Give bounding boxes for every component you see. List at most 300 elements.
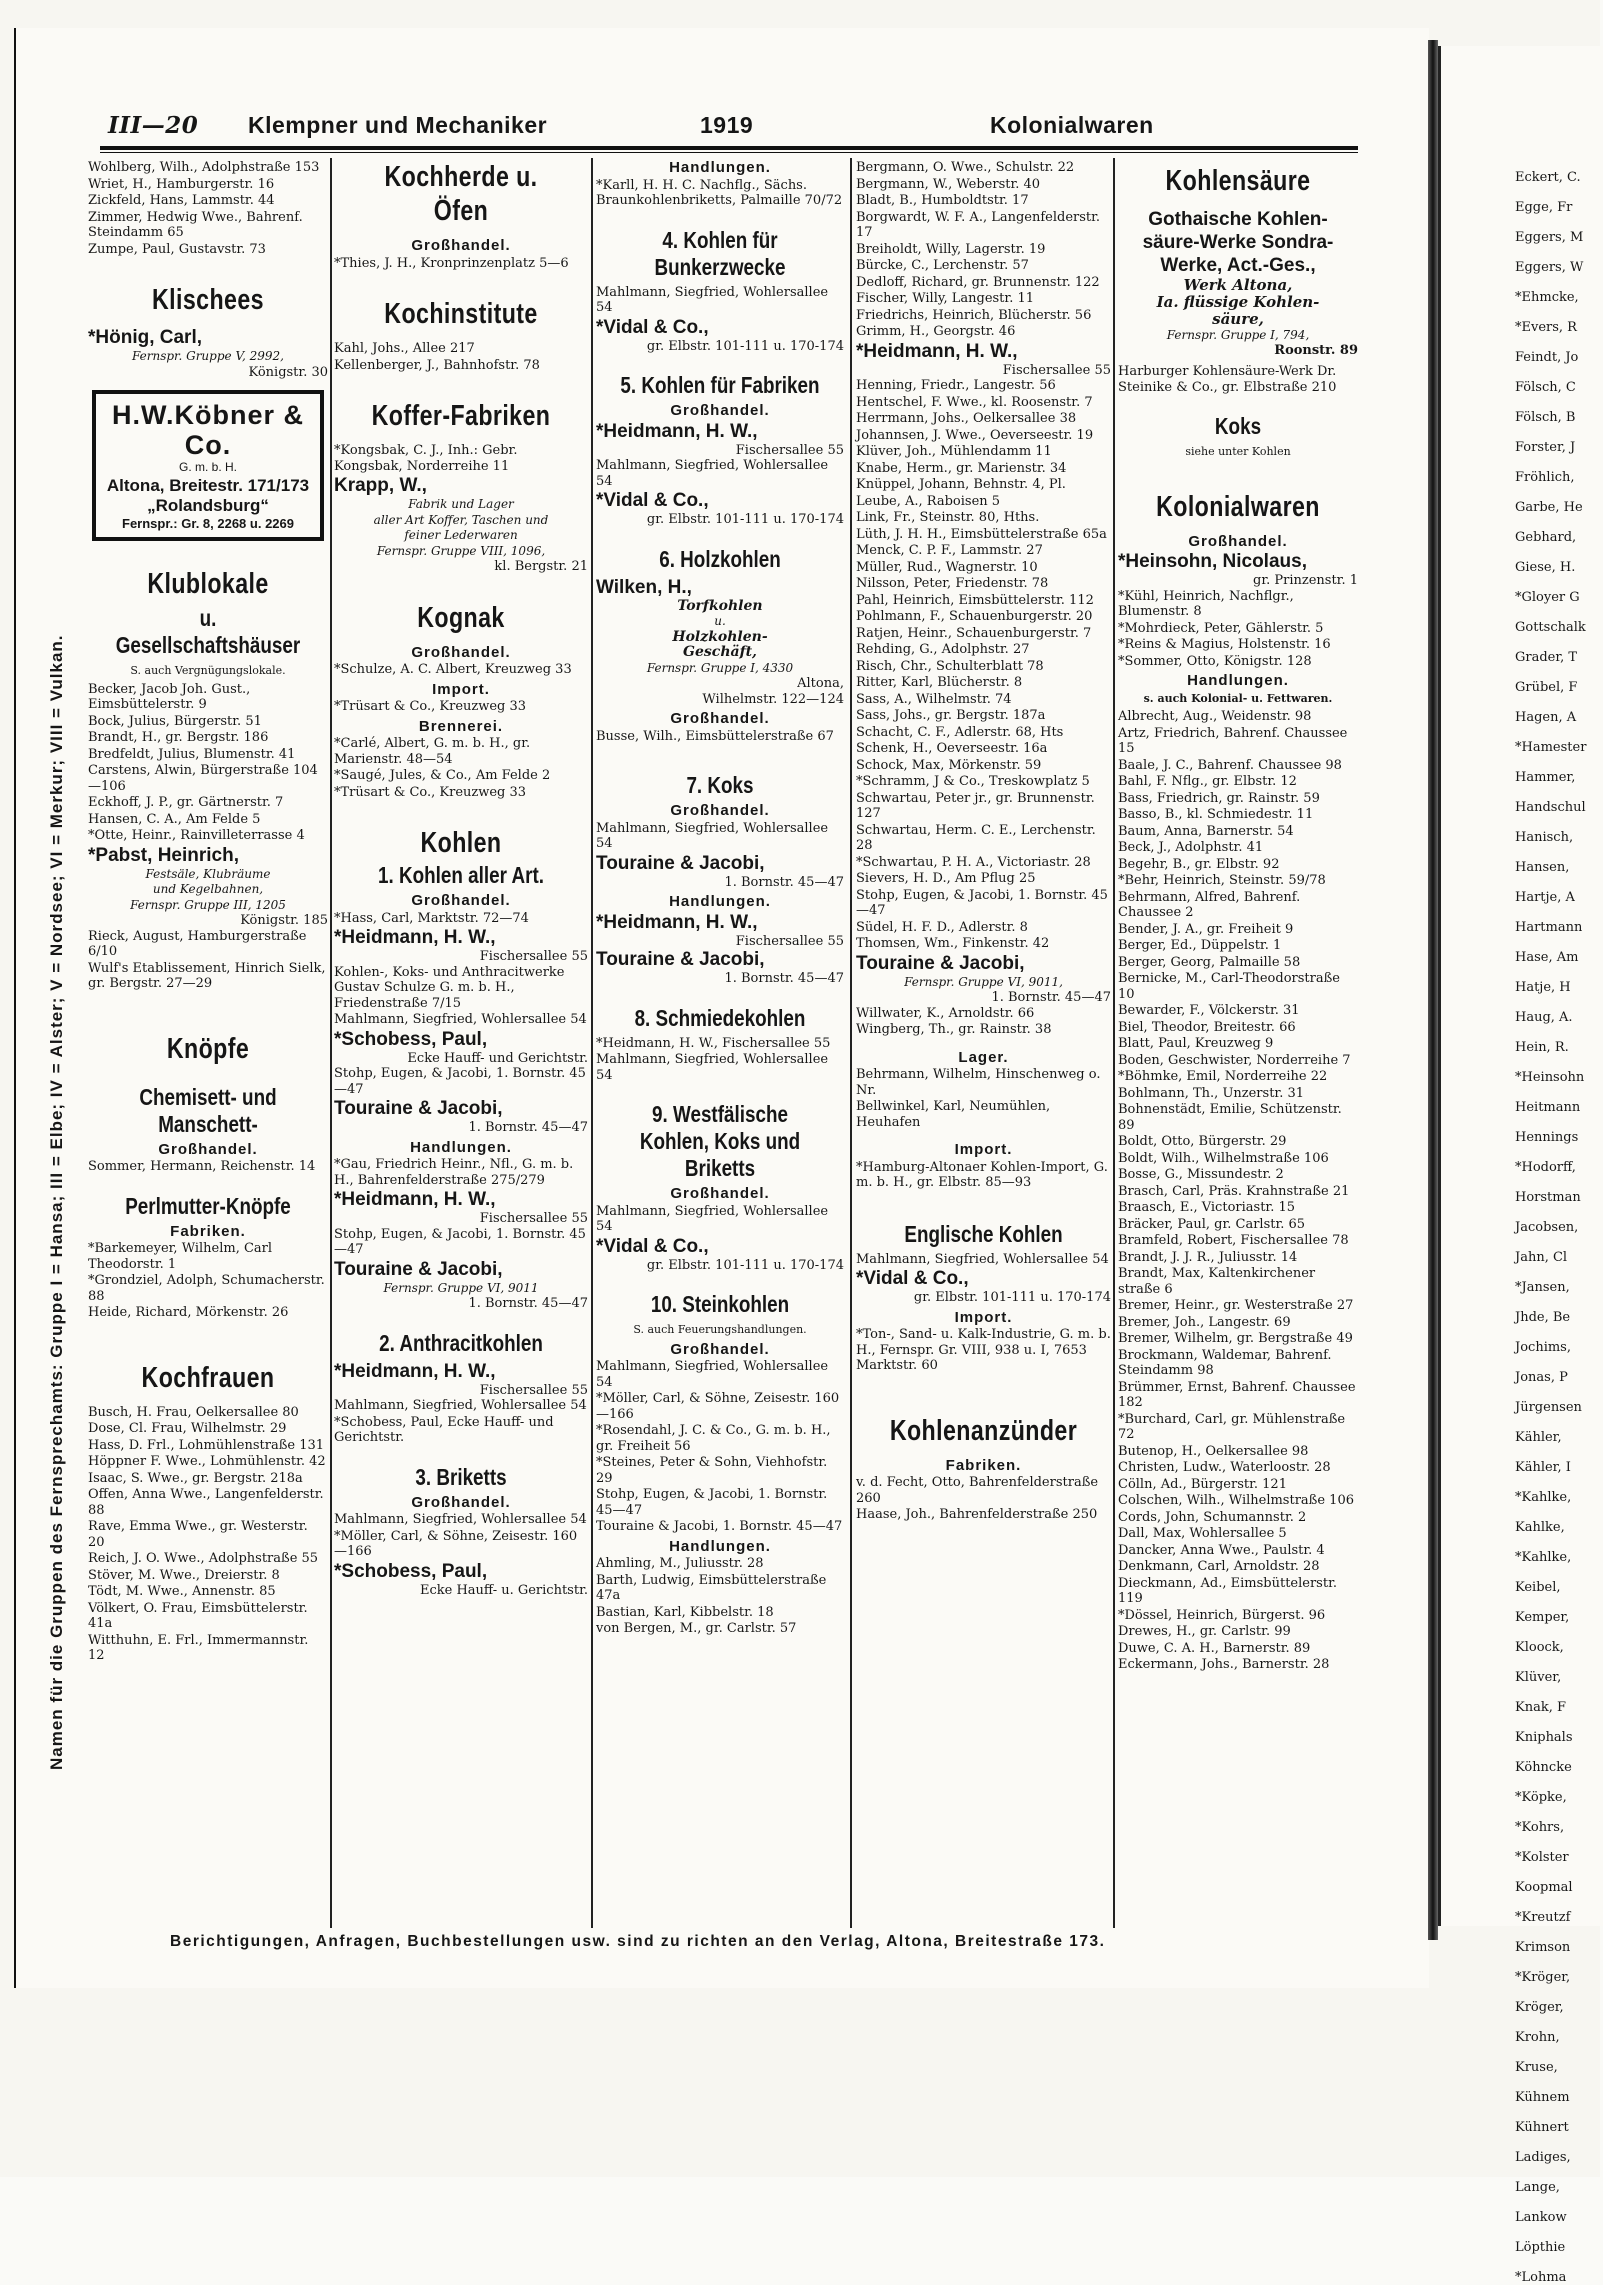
list-entry: Hase, Am [1515,950,1579,965]
list-entry: Wriet, H., Hamburgerstr. 16 [88,176,275,192]
entry-address: Fischersallee 55 [479,1211,588,1226]
list-entry: Bewarder, F., Völckerstr. 31 [1118,1003,1300,1018]
entry-name: *Vidal & Co., [596,490,709,511]
list-entry: Bosse, G., Missundestr. 2 [1118,1167,1284,1182]
entry-line: Fernspr. Gruppe VI, 9011 [383,1280,539,1295]
list-entry: Witthuhn, E. Frl., Immermannstr. 12 [88,1632,309,1663]
header-right-title: Kolonialwaren [990,112,1154,138]
entry-line: Altona, [797,676,844,691]
list-entry: Artz, Friedrich, Bahrenf. Chaussee 15 [1118,725,1348,756]
list-entry: Behrmann, Wilhelm, Hinschenweg o. Nr. [856,1067,1101,1098]
list-entry: Zumpe, Paul, Gustavstr. 73 [88,241,266,257]
list-entry: Handschul [1515,800,1586,815]
list-entry: Schenk, H., Oeverseestr. 16a [856,741,1048,756]
list-entry: Bender, J. A., gr. Freiheit 9 [1118,921,1294,937]
list-entry: Cölln, Ad., Bürgerstr. 121 [1118,1476,1287,1492]
list-entry: Biel, Theodor, Breitestr. 66 [1118,1019,1296,1035]
list-entry: *Karll, H. H. C. Nachflg., Sächs. Braunkohlenbriketts, Palmaille 70/72 [596,177,843,208]
list-entry: Brasch, Carl, Präs. Krahnstraße 21 [1118,1183,1350,1199]
list-entry: Krohn, [1515,2030,1560,2045]
list-entry: Mahlmann, Siegfried, Wohlersallee 54 [596,284,829,315]
list-entry: Zickfeld, Hans, Lammstr. 44 [88,193,275,208]
entry-address: 1. Bornstr. 45—47 [468,1296,588,1311]
advert-address: „Rolandsburg“ [147,495,269,515]
sidebar-vertical [40,250,76,1770]
list-entry: Dancker, Anna Wwe., Paulstr. 4 [1118,1542,1325,1558]
list-entry: Sommer, Hermann, Reichenstr. 14 [88,1159,316,1174]
list-entry: Hentschel, F. Wwe., kl. Roosenstr. 7 [856,394,1093,410]
list-entry: *Köpke, [1515,1790,1567,1805]
list-entry: Hatje, H [1515,980,1571,995]
entry-address: 1. Bornstr. 45—47 [724,874,844,890]
list-entry: Heitmann [1515,1100,1581,1115]
list-entry: Boldt, Wilh., Wilhelmstraße 106 [1118,1150,1329,1166]
list-entry: Tödt, M. Wwe., Annenstr. 85 [88,1584,276,1599]
entry-address: 1. Bornstr. 45—47 [991,990,1111,1005]
list-entry: Baum, Anna, Barnerstr. 54 [1118,823,1294,839]
entry-line: Fabrik und Lager [408,497,514,511]
group-label: Großhandel. [411,892,511,909]
list-entry: Knabe, Herm., gr. Marienstr. 34 [856,460,1067,476]
section-note: s. auch Kolonial- u. Fettwaren. [1143,691,1333,705]
list-entry: Eckhoff, J. P., gr. Gärtnerstr. 7 [88,795,284,810]
section-subheading: 7. Koks [686,772,754,798]
column-3 [596,160,844,1930]
right-page-list [1515,170,1600,2285]
list-entry: Hein, R. [1515,1040,1569,1055]
list-entry: Kahl, Johs., Allee 217 [334,341,475,356]
entry-name: *Vidal & Co., [596,316,709,338]
list-entry: Mahlmann, Siegfried, Wohlersallee 54 [596,1052,829,1083]
column-rule [330,158,332,1928]
list-entry: Schwartau, Herm. C. E., Lerchenstr. 28 [856,822,1096,853]
list-entry: Fölsch, B [1515,410,1576,425]
list-entry: *Heinsohn [1515,1070,1585,1085]
entry-line: Fernspr. Gruppe III, 1205 [130,897,286,912]
list-entry: Dedloff, Richard, gr. Brunnenstr. 122 [856,274,1100,290]
list-entry: Reich, J. O. Wwe., Adolphstraße 55 [88,1551,319,1566]
entry-name: Krapp, W., [334,475,427,496]
list-entry: Ladiges, [1515,2150,1571,2165]
list-entry: Köhncke [1515,1760,1572,1775]
list-entry: Zimmer, Hedwig Wwe., Bahrenf. Steindamm 65 [88,209,303,240]
list-entry: Hartmann [1515,920,1583,935]
group-label: Großhandel. [670,402,770,419]
entry-name: *Heidmann, H. W., [334,927,496,948]
section-note: S. auch Vergnügungslokale. [130,664,286,677]
list-entry: *Carlé, Albert, G. m. b. H., gr. Marienstr. 48—54 [334,736,531,767]
list-entry: Duwe, C. A. H., Barnerstr. 89 [1118,1640,1311,1656]
list-entry: Stohp, Eugen, & Jacobi, 1. Bornstr. 45—47 [334,1066,586,1097]
list-entry: Bass, Friedrich, gr. Rainstr. 59 [1118,790,1320,806]
list-entry: *Kreutzf [1515,1910,1571,1925]
list-entry: Mahlmann, Siegfried, Wohlersallee 54 [856,1251,1109,1267]
list-entry: Bohlmann, Th., Unzerstr. 31 [1118,1085,1305,1101]
section-subheading: 5. Kohlen für Fabriken [620,372,820,398]
list-entry: Stöver, M. Wwe., Dreierstr. 8 [88,1567,280,1583]
list-entry: Lange, [1515,2180,1560,2195]
list-entry: Grübel, F [1515,680,1578,695]
list-entry: Völkert, O. Frau, Eimsbüttelerstr. 41a [88,1600,308,1631]
section-heading: Kognak [417,601,505,634]
section-subheading: u. Gesellschaftshäuser [115,605,301,658]
list-entry: Bock, Julius, Bürgerstr. 51 [88,713,262,729]
section-heading: Kolonialwaren [1156,490,1320,523]
group-label: Großhandel. [1188,532,1288,550]
entry-address: Ecke Hauff- u. Gerichtstr. [419,1582,588,1598]
list-entry: Grimm, H., Georgstr. 46 [856,324,1016,339]
list-entry: Heide, Richard, Mörkenstr. 26 [88,1305,289,1320]
list-entry: Wulf's Etablissement, Hinrich Sielk, gr. Bergstr. 27—29 [88,960,326,991]
advert-line: Werke, Act.-Ges., [1160,255,1316,276]
list-entry: Keibel, [1515,1580,1561,1595]
group-label: Import. [954,1308,1013,1326]
section-subheading: 1. Kohlen aller Art. [378,862,544,888]
list-entry: Hammer, [1515,770,1576,785]
list-entry: Fröhlich, [1515,470,1575,485]
advert-address: Altona, Breitestr. 171/173 [106,475,310,495]
entry-name: *Heidmann, H. W., [596,420,758,442]
header-rule-thin [100,152,1358,153]
list-entry: *Möller, Carl, & Söhne, Zeisestr. 160—166 [596,1391,840,1422]
section-subheading: 6. Holzkohlen [659,545,781,572]
list-entry: Knak, F [1515,1700,1566,1715]
group-label: Fabriken. [170,1222,246,1240]
list-entry: Haase, Joh., Bahrenfelderstraße 250 [856,1507,1098,1522]
list-entry: Jhde, Be [1515,1310,1571,1325]
list-entry: Boldt, Otto, Bürgerstr. 29 [1118,1134,1287,1149]
list-entry: Braasch, E., Victoriastr. 15 [1118,1200,1296,1215]
entry-address: kl. Bergstr. 21 [494,559,588,574]
entry-name: *Heidmann, H. W., [334,1189,496,1210]
list-entry: Schwartau, Peter jr., gr. Brunnenstr. 127 [856,790,1095,821]
list-entry: Fischer, Willy, Langestr. 11 [856,291,1034,306]
section-heading: Kochherde u. Öfen [384,161,538,227]
column-2 [334,160,588,1930]
list-entry: *Trüsart & Co., Kreuzweg 33 [334,699,527,714]
entry-line: Holzkohlen- [672,628,768,645]
list-entry: Becker, Jacob Joh. Gust., Eimsbüttelerstr. 9 [88,681,251,712]
entry-address: gr. Elbstr. 101-111 u. 170-174 [646,512,844,527]
entry-address: Königstr. 30 [248,364,328,380]
section-subheading: Koks [1214,413,1262,439]
list-entry: Mahlmann, Siegfried, Wohlersallee 54 [334,1398,587,1413]
entry-name: *Vidal & Co., [856,1268,969,1289]
list-entry: Hanisch, [1515,830,1574,845]
list-entry: Brümmer, Ernst, Bahrenf. Chaussee 182 [1118,1379,1356,1410]
list-entry: *Kühl, Heinrich, Nachflgr., Blumenstr. 8 [1118,588,1294,619]
entry-name: Touraine & Jacobi, [334,1098,503,1119]
list-entry: Jahn, Cl [1515,1250,1568,1265]
list-entry: Wingberg, Th., gr. Rainstr. 38 [856,1022,1052,1037]
group-label: Import. [432,680,490,698]
advert-phone: Fernspr. Gruppe I, 794, [1166,328,1310,342]
section-subheading: 9. Westfälische Kohlen, Koks und Briketts [639,1101,801,1181]
list-entry: *Kahlke, [1515,1490,1572,1505]
list-entry: Herrmann, Johs., Oelkersallee 38 [856,411,1077,426]
list-entry: Kohlen-, Koks- und Anthracitwerke Gustav Schulze G. m. b. H., Friedenstraße 7/15 [334,964,565,1011]
entry-name: *Pabst, Heinrich, [88,844,239,866]
list-entry: Ritter, Karl, Blücherstr. 8 [856,675,1023,690]
list-entry: Mahlmann, Siegfried, Wohlersallee 54 [596,1359,829,1390]
list-entry: Kahlke, [1515,1520,1565,1535]
list-entry: Höppner F. Wwe., Lohmühlenstr. 42 [88,1454,326,1469]
entry-line: Festsäle, Klubräume [145,866,271,881]
list-entry: Bellwinkel, Karl, Neumühlen, Heuhafen [856,1099,1051,1130]
list-entry: *Hass, Carl, Marktstr. 72—74 [334,910,529,926]
list-entry: *Kahlke, [1515,1550,1572,1565]
list-entry: *Ehmcke, [1515,290,1579,305]
list-entry: Giese, H. [1515,560,1576,575]
section-heading: Kochfrauen [141,1361,275,1394]
section-subheading: 8. Schmiedekohlen [634,1004,806,1031]
list-entry: Blatt, Paul, Kreuzweg 9 [1118,1036,1274,1051]
list-entry: Breiholdt, Willy, Lagerstr. 19 [856,241,1046,257]
section-subheading: Englische Kohlen [904,1220,1063,1247]
list-entry: Mahlmann, Siegfried, Wohlersallee 54 [596,820,829,851]
list-entry: Bremer, Wilhelm, gr. Bergstraße 49 [1118,1331,1353,1346]
list-entry: Touraine & Jacobi, 1. Bornstr. 45—47 [596,1519,843,1534]
section-subheading: Chemisett- und Manschett- [139,1083,277,1137]
list-entry: *Behr, Heinrich, Steinstr. 59/78 [1118,873,1326,888]
list-entry: Knüppel, Johann, Behnstr. 4, Pl. [856,477,1066,492]
list-entry: *Barkemeyer, Wilhelm, Carl Theodorstr. 1 [88,1241,273,1272]
section-subheading: 2. Anthracitkohlen [379,1329,543,1356]
entry-line: Fernspr. Gruppe I, 4330 [646,660,794,675]
group-label: Großhandel. [411,643,511,661]
list-entry: Bladt, B., Humboldtstr. 17 [856,193,1029,208]
entry-name: *Hönig, Carl, [88,327,203,348]
list-entry: Löpthie [1515,2240,1566,2255]
list-entry: Harburger Kohlensäure-Werk Dr. Steinike & Co., gr. Elbstraße 210 [1118,364,1337,395]
list-entry: Friedrichs, Heinrich, Blücherstr. 56 [856,307,1092,323]
list-entry: Christen, Ludw., Waterloostr. 28 [1118,1460,1331,1475]
list-entry: Bergmann, O. Wwe., Schulstr. 22 [856,160,1075,175]
entry-address: Fischersallee 55 [479,949,588,964]
advert-line: Gothaische Kohlen- [1148,209,1328,230]
list-entry: Bredfeldt, Julius, Blumenstr. 41 [88,746,296,762]
list-entry: Egge, Fr [1515,200,1573,215]
page-footer: Berichtigungen, Anfragen, Buchbestellungen usw. sind zu richten an den Verlag, Altona, Breitestraße 173. [170,1933,1106,1950]
header-rule [100,146,1358,150]
list-entry: Hagen, A [1515,710,1577,725]
list-entry: Brandt, Max, Kaltenkirchener straße 6 [1118,1266,1316,1297]
group-label: Handlungen. [410,1138,512,1156]
list-entry: Koopmal [1515,1880,1573,1895]
list-entry: Borgwardt, W. F. A., Langenfelderstr. 17 [856,209,1101,240]
column-rule [1113,158,1115,1928]
list-entry: *Rosendahl, J. C. & Co., G. m. b. H., gr. Freiheit 56 [596,1423,831,1454]
list-entry: Pohlmann, F., Schauenburgerstr. 20 [856,609,1093,624]
list-entry: *Otte, Heinr., Rainvilleterrasse 4 [88,828,305,843]
list-entry: Mahlmann, Siegfried, Wohlersallee 54 [334,1012,587,1027]
entry-address: Ecke Hauff- und Gerichtstr. [407,1050,588,1066]
entry-address: gr. Elbstr. 101-111 u. 170-174 [646,338,844,354]
list-entry: Lankow [1515,2210,1567,2225]
book-fold [1428,40,1438,1940]
list-entry: *Kröger, [1515,1970,1571,1985]
column-1 [88,160,328,1930]
list-entry: Brandt, J. J. R., Juliusstr. 14 [1118,1249,1298,1265]
list-entry: Risch, Chr., Schulterblatt 78 [856,658,1044,674]
list-entry: *Mohrdieck, Peter, Gählerstr. 5 [1118,620,1324,636]
advert-address: Roonstr. 89 [1274,343,1358,358]
list-entry: Barth, Ludwig, Eimsbüttelerstraße 47a [596,1572,827,1603]
list-entry: Pahl, Heinrich, Eimsbüttelerstr. 112 [856,592,1094,608]
list-entry: Link, Fr., Steinstr. 80, Hths. [856,510,1040,525]
advert-line: säure, [1212,310,1264,328]
list-entry: Klüver, Joh., Mühlendamm 11 [856,444,1052,459]
entry-line: aller Art Koffer, Taschen und [373,512,549,527]
list-entry: Südel, H. F. D., Adlerstr. 8 [856,919,1028,935]
list-entry: *Dössel, Heinrich, Bürgerst. 96 [1118,1607,1326,1623]
advert-sub: G. m. b. H. [178,460,237,474]
group-label: Großhandel. [670,802,770,819]
list-entry: Denkmann, Carl, Arnoldstr. 28 [1118,1559,1320,1574]
list-entry: Butenop, H., Oelkersallee 98 [1118,1443,1309,1459]
entry-name: *Heidmann, H. W., [334,1360,496,1382]
list-entry: Haug, A. [1515,1010,1573,1025]
list-entry: Forster, J [1515,440,1576,455]
entry-name: Wilken, H., [596,576,692,598]
list-entry: Hartje, A [1515,890,1575,905]
list-entry: Bergmann, W., Weberstr. 40 [856,176,1041,192]
list-entry: Mahlmann, Siegfried, Wohlersallee 54 [596,1203,829,1234]
list-entry: *Schramm, J & Co., Treskowplatz 5 [856,774,1090,789]
list-entry: Sievers, H. D., Am Pflug 25 [856,871,1036,886]
group-label: Import. [954,1141,1013,1158]
list-entry: *Heidmann, H. W., Fischersallee 55 [596,1035,831,1051]
entry-address: Königstr. 185 [240,913,328,928]
list-entry: Hennings [1515,1130,1579,1145]
list-entry: Rehding, G., Adolphstr. 27 [856,642,1030,657]
list-entry: Stohp, Eugen, & Jacobi, 1. Bornstr. 45—47 [856,887,1108,918]
entry-address: Fischersallee 55 [735,933,844,949]
entry-name: *Heidmann, H. W., [596,911,758,933]
list-entry: Eckert, C. [1515,170,1581,185]
section-heading: Knöpfe [166,1032,250,1065]
list-entry: *Steines, Peter & Sohn, Viehhofstr. 29 [596,1455,828,1486]
entry-address: Fischersallee 55 [479,1382,588,1398]
entry-address: Fischersallee 55 [1002,362,1111,378]
list-entry: *Kongsbak, C. J., Inh.: Gebr. Kongsbak, Norderreihe 11 [334,443,518,474]
list-entry: Kemper, [1515,1610,1570,1625]
list-entry: *Gloyer G [1515,590,1580,605]
list-entry: Baale, J. C., Bahrenf. Chaussee 98 [1118,757,1342,773]
list-entry: Eckermann, Johs., Barnerstr. 28 [1118,1657,1330,1672]
list-entry: Gottschalk [1515,620,1586,635]
list-entry: Albrecht, Aug., Weidenstr. 98 [1118,709,1312,724]
list-entry: Dieckmann, Ad., Eimsbüttelerstr. 119 [1118,1575,1337,1606]
section-note: S. auch Feuerungshandlungen. [633,1323,807,1336]
column-5 [1118,160,1358,1930]
section-subheading: 4. Kohlen für Bunkerzwecke [654,226,786,280]
group-label: Großhandel. [670,1340,770,1358]
list-entry: Sass, Johs., gr. Bergstr. 187a [856,708,1046,723]
list-entry: Feindt, Jo [1515,350,1579,365]
section-heading: Koffer-Fabriken [371,400,551,432]
advert-block [1118,208,1358,358]
list-entry: Fölsch, C [1515,380,1576,395]
list-entry: Eggers, M [1515,230,1584,245]
column-rule [591,158,593,1928]
list-entry: Müller, Rud., Wagnerstr. 10 [856,559,1038,575]
section-heading: Klublokale [147,568,269,600]
list-entry: *Saugé, Jules, & Co., Am Felde 2 [334,768,551,783]
list-entry: Nilsson, Peter, Friedenstr. 78 [856,576,1049,591]
list-entry: Lüth, J. H. H., Eimsbüttelerstraße 65a [856,526,1107,542]
list-entry: *Trüsart & Co., Kreuzweg 33 [334,784,527,800]
list-entry: Cords, John, Schumannstr. 2 [1118,1509,1307,1525]
list-entry: *Schwartau, P. H. A., Victoriastr. 28 [856,854,1091,870]
list-entry: Berger, Georg, Palmaille 58 [1118,954,1301,970]
list-entry: *Gau, Friedrich Heinr., Nfl., G. m. b. H., Bahrenfelderstraße 275/279 [334,1157,574,1188]
list-entry: Kruse, [1515,2060,1558,2075]
list-entry: Gebhard, [1515,530,1577,545]
list-entry: Bernicke, M., Carl-Theodorstraße 10 [1118,971,1340,1002]
entry-name: *Heidmann, H. W., [856,340,1018,362]
group-label: Lager. [958,1048,1009,1066]
list-entry: *Hodorff, [1515,1160,1576,1175]
list-entry: Drewes, H., gr. Carlstr. 99 [1118,1624,1291,1639]
list-entry: *Böhmke, Emil, Norderreihe 22 [1118,1069,1328,1084]
list-entry: *Burchard, Carl, gr. Mühlenstraße 72 [1118,1411,1346,1442]
column-rule [850,158,852,1928]
list-entry: Dose, Cl. Frau, Wilhelmstr. 29 [88,1421,287,1436]
group-label: Großhandel. [670,1185,770,1202]
advert-line: Ia. flüssige Kohlen- [1156,293,1320,311]
list-entry: Bohnenstädt, Emilie, Schützenstr. 89 [1118,1102,1342,1133]
entry-line: Fernspr. Gruppe V, 2992, [131,349,284,363]
list-entry: *Schobess, Paul, Ecke Hauff- und Gerichtstr. [334,1414,554,1445]
list-entry: *Evers, R [1515,320,1577,335]
list-entry: Behrmann, Alfred, Bahrenf. Chaussee 2 [1118,889,1301,920]
list-entry: Jürgensen [1515,1400,1582,1415]
advert-title: H.W.Köbner & Co. [112,400,304,460]
group-label: Brennerei. [418,717,504,735]
section-heading: Kohlenanzünder [889,1414,1078,1447]
list-entry: *Schulze, A. C. Albert, Kreuzweg 33 [334,662,572,677]
list-entry: *Möller, Carl, & Söhne, Zeisestr. 160—166 [334,1528,578,1559]
list-entry: *Reins & Magius, Holstenstr. 16 [1118,637,1331,652]
list-entry: Willwater, K., Arnoldstr. 66 [856,1005,1035,1021]
list-entry: Bramfeld, Robert, Fischersallee 78 [1118,1233,1349,1248]
list-entry: Bahl, F. Nflg., gr. Elbstr. 12 [1118,774,1297,789]
list-entry: Leube, A., Raboisen 5 [856,493,1001,509]
group-label: Handlungen. [669,159,771,176]
advert-line: Werk Altona, [1183,276,1293,294]
list-entry: *Thies, J. H., Kronprinzenplatz 5—6 [334,255,569,271]
list-entry: Eggers, W [1515,260,1584,275]
list-entry: *Grondziel, Adolph, Schumacherstr. 88 [88,1273,325,1304]
advert-phone: Fernspr.: Gr. 8, 2268 u. 2269 [122,515,294,531]
entry-name: *Schobess, Paul, [334,1028,488,1050]
list-entry: Bräcker, Paul, gr. Carlstr. 65 [1118,1216,1306,1232]
list-entry: Kniphals [1515,1730,1573,1745]
entry-address: Wilhelmstr. 122—124 [702,691,844,707]
section-subheading: 10. Steinkohlen [650,1291,790,1317]
section-heading: Kochinstitute [384,298,538,330]
list-entry: Mahlmann, Siegfried, Wohlersallee 54 [334,1512,587,1527]
entry-name: *Vidal & Co., [596,1235,709,1257]
list-entry: Busse, Wilh., Eimsbüttelerstraße 67 [596,728,834,744]
list-entry: Berger, Ed., Düppelstr. 1 [1118,938,1282,953]
list-entry: Ratjen, Heinr., Schauenburgerstr. 7 [856,625,1092,641]
advert-line: säure-Werke Sondra- [1142,232,1334,253]
entry-line: Geschäft, [683,644,757,660]
list-entry: Krimson [1515,1940,1571,1955]
entry-address: Fischersallee 55 [735,442,844,458]
